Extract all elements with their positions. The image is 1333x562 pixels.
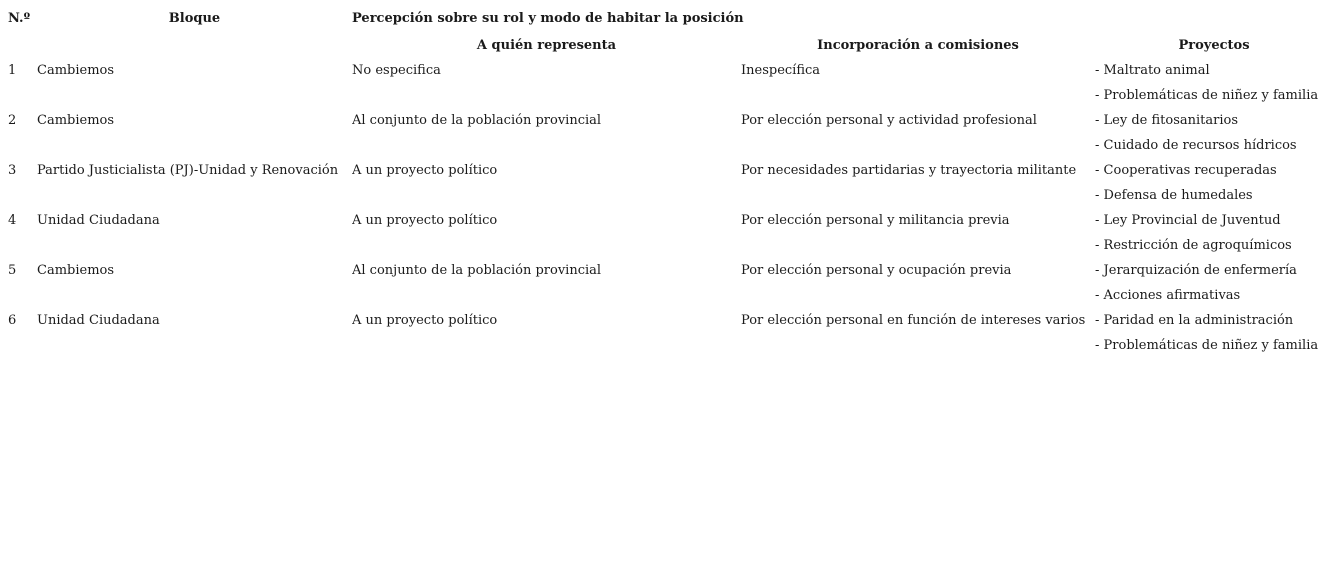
header-empty xyxy=(1095,0,1333,33)
row-empty xyxy=(352,133,741,158)
row-empty xyxy=(37,333,352,358)
row-empty xyxy=(37,233,352,258)
row-quien: No especifica xyxy=(352,63,441,78)
row-empty xyxy=(352,333,741,358)
row-empty xyxy=(0,183,37,208)
header-incorp: Incorporación a comisiones xyxy=(817,38,1019,53)
row-proyecto: - Restricción de agroquímicos xyxy=(1095,238,1292,253)
row-proyecto: - Problemáticas de niñez y familia xyxy=(1095,338,1319,353)
row-empty xyxy=(352,183,741,208)
row-empty xyxy=(0,283,37,308)
row-quien: A un proyecto político xyxy=(352,313,498,328)
row-empty xyxy=(0,133,37,158)
row-empty xyxy=(741,83,1095,108)
row-empty xyxy=(0,83,37,108)
row-empty xyxy=(0,233,37,258)
row-bloque: Cambiemos xyxy=(37,263,115,278)
row-num: 4 xyxy=(8,213,17,228)
header-bloque: Bloque xyxy=(168,11,221,26)
row-num: 1 xyxy=(8,63,17,78)
row-incorp: Por elección personal y militancia previa xyxy=(741,213,1010,228)
table-row-continuation xyxy=(0,233,1333,258)
row-proyecto: - Cuidado de recursos hídricos xyxy=(1095,138,1297,153)
row-empty xyxy=(37,83,352,108)
row-empty xyxy=(741,333,1095,358)
header-empty-num xyxy=(0,33,37,58)
row-incorp: Por elección personal y actividad profesional xyxy=(741,113,1037,128)
row-proyecto: - Ley de fitosanitarios xyxy=(1095,113,1239,128)
row-empty xyxy=(37,283,352,308)
row-quien: Al conjunto de la población provincial xyxy=(352,113,602,128)
row-bloque: Cambiemos xyxy=(37,63,115,78)
table-row-continuation xyxy=(0,333,1333,358)
header-proyectos: Proyectos xyxy=(1178,38,1250,53)
row-proyecto: - Acciones afirmativas xyxy=(1095,288,1241,303)
table-row xyxy=(0,58,1333,83)
row-num: 5 xyxy=(8,263,17,278)
header-row-2 xyxy=(0,33,1333,58)
row-num: 6 xyxy=(8,313,17,328)
table-row-continuation xyxy=(0,133,1333,158)
table-row xyxy=(0,258,1333,283)
row-incorp: Inespecífica xyxy=(741,63,821,78)
row-empty xyxy=(741,133,1095,158)
row-empty xyxy=(0,333,37,358)
row-incorp: Por elección personal en función de intereses varios xyxy=(741,313,1086,328)
row-proyecto: - Ley Provincial de Juventud xyxy=(1095,213,1281,228)
header-empty-bloque xyxy=(37,33,352,58)
row-incorp: Por necesidades partidarias y trayectoria militante xyxy=(741,163,1077,178)
row-incorp: Por elección personal y ocupación previa xyxy=(741,263,1012,278)
row-quien: A un proyecto político xyxy=(352,163,498,178)
row-empty xyxy=(37,133,352,158)
row-num: 3 xyxy=(8,163,17,178)
row-proyecto: - Jerarquización de enfermería xyxy=(1095,263,1297,278)
header-row-1 xyxy=(0,0,1333,33)
table-row xyxy=(0,308,1333,333)
row-quien: Al conjunto de la población provincial xyxy=(352,263,602,278)
row-empty xyxy=(352,83,741,108)
table-row xyxy=(0,158,1333,183)
row-empty xyxy=(37,183,352,208)
row-empty xyxy=(741,233,1095,258)
row-num: 2 xyxy=(8,113,17,128)
row-bloque: Unidad Ciudadana xyxy=(37,213,160,228)
row-empty xyxy=(352,233,741,258)
row-empty xyxy=(741,283,1095,308)
header-quien: A quién representa xyxy=(476,38,617,53)
table-row-continuation xyxy=(0,283,1333,308)
table-row xyxy=(0,208,1333,233)
row-empty xyxy=(741,183,1095,208)
header-num: N.º xyxy=(8,11,31,26)
table-row-continuation xyxy=(0,183,1333,208)
table-row xyxy=(0,108,1333,133)
row-bloque: Partido Justicialista (PJ)-Unidad y Renovación xyxy=(37,163,339,178)
row-proyecto: - Maltrato animal xyxy=(1095,63,1210,78)
row-proyecto: - Paridad en la administración xyxy=(1095,313,1294,328)
row-proyecto: - Problemáticas de niñez y familia xyxy=(1095,88,1319,103)
table-row-continuation xyxy=(0,83,1333,108)
row-empty xyxy=(352,283,741,308)
row-proyecto: - Defensa de humedales xyxy=(1095,188,1253,203)
row-bloque: Unidad Ciudadana xyxy=(37,313,160,328)
row-proyecto: - Cooperativas recuperadas xyxy=(1095,163,1277,178)
row-bloque: Cambiemos xyxy=(37,113,115,128)
header-group: Percepción sobre su rol y modo de habitar la posición xyxy=(352,11,744,26)
row-quien: A un proyecto político xyxy=(352,213,498,228)
